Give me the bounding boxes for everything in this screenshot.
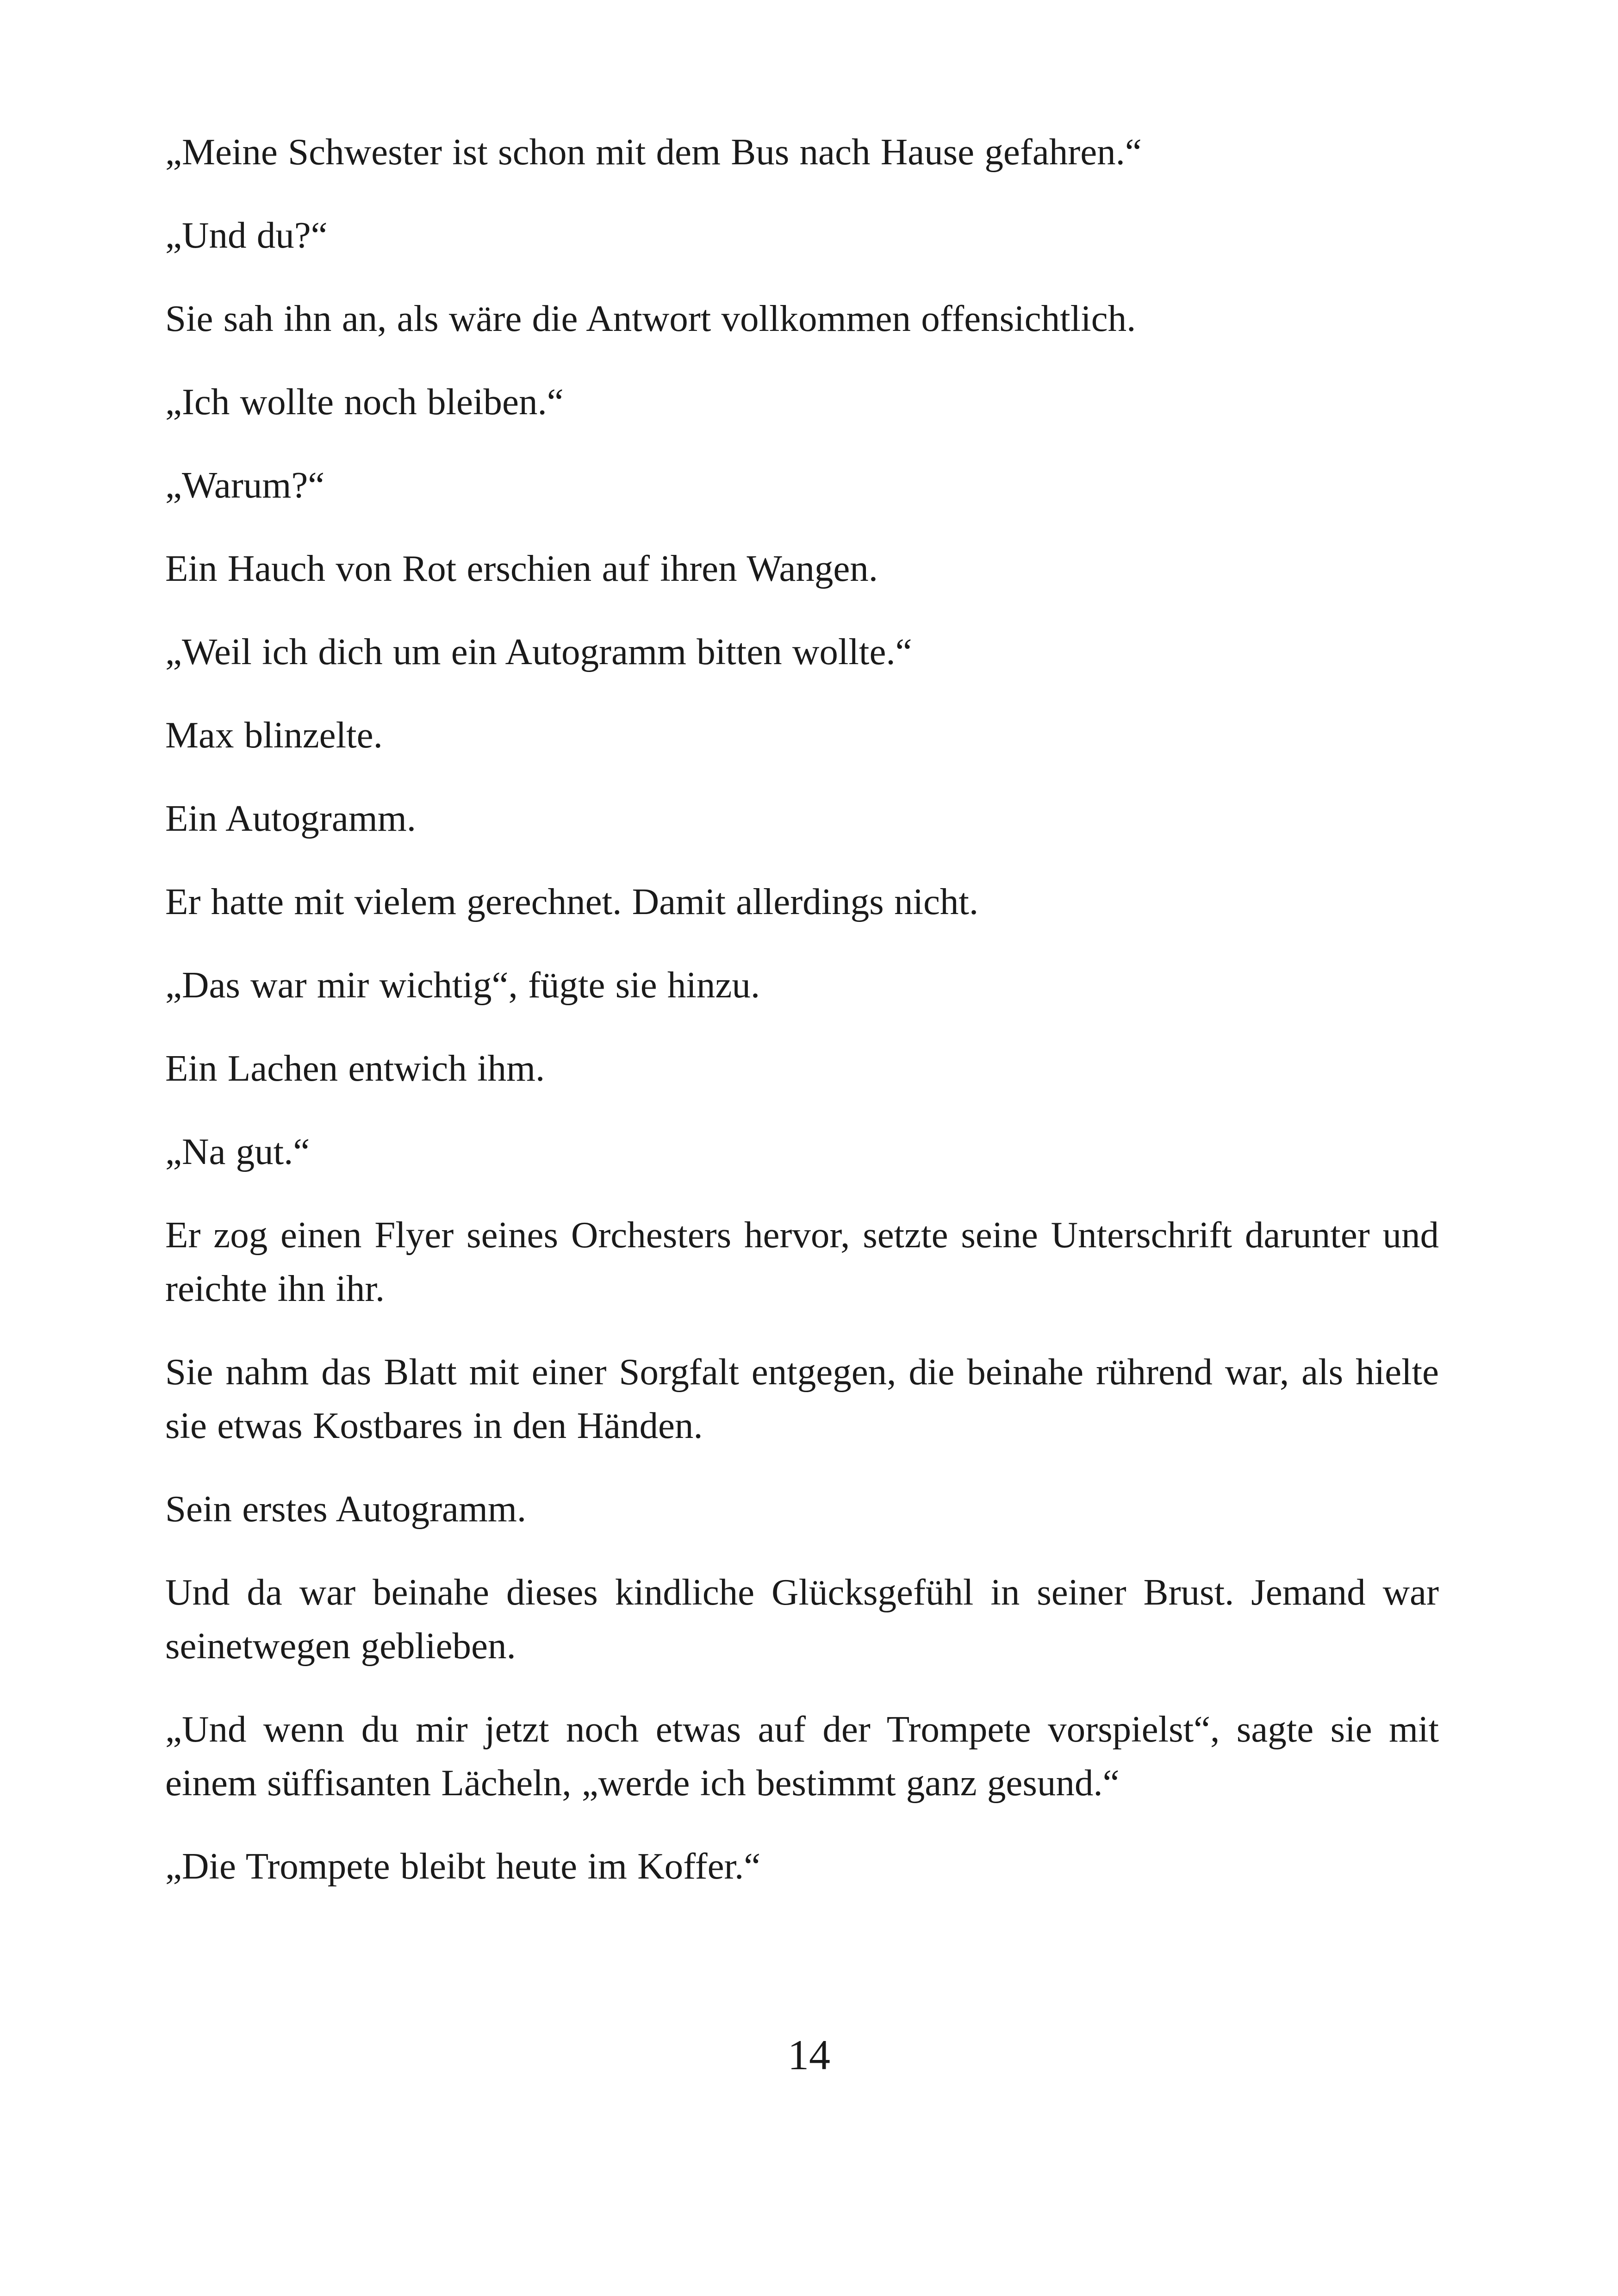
paragraph: „Das war mir wichtig“, fügte sie hinzu. <box>165 964 760 1006</box>
paragraph: Er hatte mit vielem gerechnet. Damit allerdings nicht. <box>165 881 979 922</box>
paragraph: Ein Lachen entwich ihm. <box>165 1047 545 1089</box>
paragraph: „Die Trompete bleibt heute im Koffer.“ <box>165 1845 761 1887</box>
paragraph: Sie sah ihn an, als wäre die Antwort vollkommen offensichtlich. <box>165 298 1136 339</box>
paragraph: „Und wenn du mir jetzt noch etwas auf der Trompete vorspielst“, sagte sie mit einem süffisanten Lächeln, „werde ich bestimmt ganz gesund.“ <box>165 1708 1439 1804</box>
page-number: 14 <box>788 2031 830 2078</box>
paragraph: Ein Autogramm. <box>165 797 416 839</box>
paragraph: „Meine Schwester ist schon mit dem Bus nach Hause gefahren.“ <box>165 131 1142 173</box>
paragraph: „Warum?“ <box>165 464 325 506</box>
paragraph: Sein erstes Autogramm. <box>165 1488 527 1530</box>
paragraph: Er zog einen Flyer seines Orchesters hervor, setzte seine Unterschrift darunter und reichte ihn ihr. <box>165 1214 1439 1309</box>
paragraph: Ein Hauch von Rot erschien auf ihren Wangen. <box>165 548 878 589</box>
body-text <box>165 125 1439 1923</box>
paragraph: Und da war beinahe dieses kindliche Glücksgefühl in seiner Brust. Jemand war seinetwegen geblieben. <box>165 1571 1439 1667</box>
paragraph: „Und du?“ <box>165 214 328 256</box>
paragraph: Max blinzelte. <box>165 714 383 756</box>
paragraph: „Na gut.“ <box>165 1131 310 1172</box>
paragraph: Sie nahm das Blatt mit einer Sorgfalt entgegen, die beinahe rührend war, als hielte sie etwas Kostbares in den Händen. <box>165 1351 1439 1446</box>
paragraph: „Weil ich dich um ein Autogramm bitten wollte.“ <box>165 631 912 672</box>
paragraph: „Ich wollte noch bleiben.“ <box>165 381 564 423</box>
